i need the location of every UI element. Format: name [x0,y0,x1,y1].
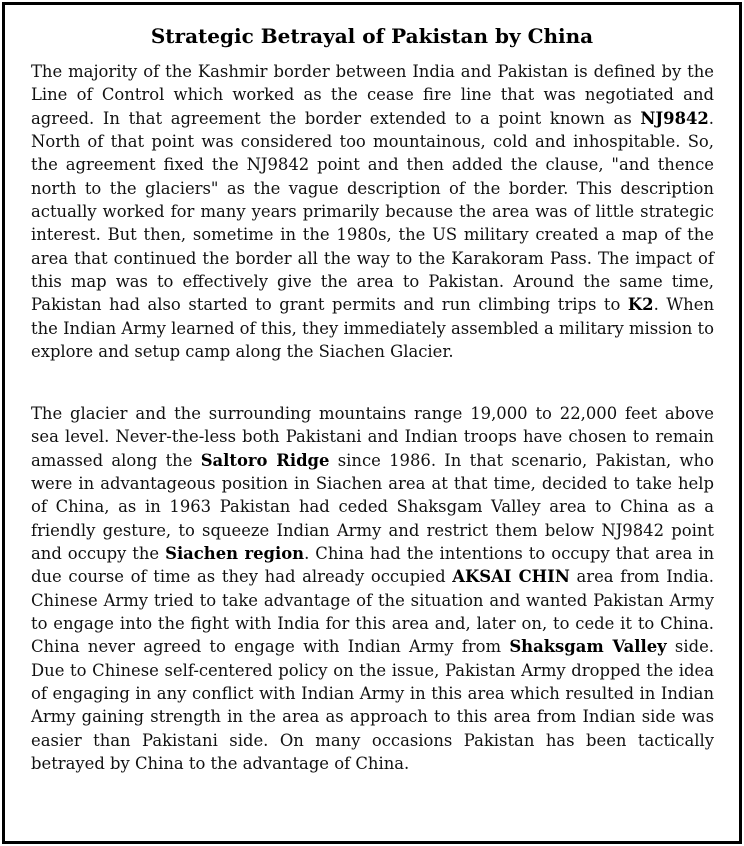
term-siachen-region: Siachen region [165,544,305,564]
paragraph-1-text-3: . When the Indian Army learned of this, they immediately assembled a military mission to explore and setup camp along the Siachen Glacier. [31,295,714,362]
term-nj9842: NJ9842 [640,108,709,128]
document-frame [2,2,742,844]
paragraph-1-text-1: The majority of the Kashmir border between India and Pakistan is defined by the Line of Control which worked as the cease fire line that was negotiated and agreed. In that agreement the border extended to a point known as [31,62,714,128]
paragraph-1 [31,60,714,363]
paragraph-2-text-1: The glacier and the surrounding mountains range 19,000 to 22,000 feet above sea level. Never-the-less both Pakistani and Indian troops have chosen to remain amassed along the [31,404,714,470]
paragraph-2-text-3: . China had the intentions to occupy that area in due course of time as they had already occupied [31,544,715,587]
paragraph-1-text-2: . North of that point was considered too mountainous, cold and inhospitable. So, the agreement fixed the NJ9842 point and then added the clause, "and thence north to the glaciers" as the vague description of the border. This description actually worked for many years primarily because the area was of little strategic interest. But then, sometime in the 1980s, the US military created a map of the area that continued the border all the way to the Karakoram Pass. The impact of this map was to effectively give the area to Pakistan. Around the same time, Pakistan had also started to grant permits and run climbing trips to [31,108,714,315]
paragraph-2-text-2: since 1986. In that scenario, Pakistan, who were in advantageous position in Siachen area at that time, decided to take help of China, as in 1963 Pakistan had ceded Shaksgam Valley area to China as a friendly gesture, to squeeze Indian Army and restrict them below NJ9842 point and occupy the [31,450,714,564]
paragraph-2-text-4: area from India. Chinese Army tried to take advantage of the situation and wanted Pakistan Army to engage into the fight with India for this area and, later on, to cede it to China. China never agreed to engage with Indian Army from [31,567,714,657]
term-saltoro-ridge: Saltoro Ridge [200,450,330,470]
term-k2: K2 [627,295,654,315]
paragraph-2 [31,402,714,776]
document-title: Strategic Betrayal of Pakistan by China [150,24,594,48]
term-aksai-chin: AKSAI CHIN [452,567,570,587]
paragraph-2-text-5: side. Due to Chinese self-centered policy on the issue, Pakistan Army dropped the idea of engaging in any conflict with Indian Army in this area which resulted in Indian Army gaining strength in the area as approach to this area from Indian side was easier than Pakistani side. On many occasions Pakistan has been tactically betrayed by China to the advantage of China. [31,637,714,774]
term-shaksgam-valley: Shaksgam Valley [509,637,667,657]
